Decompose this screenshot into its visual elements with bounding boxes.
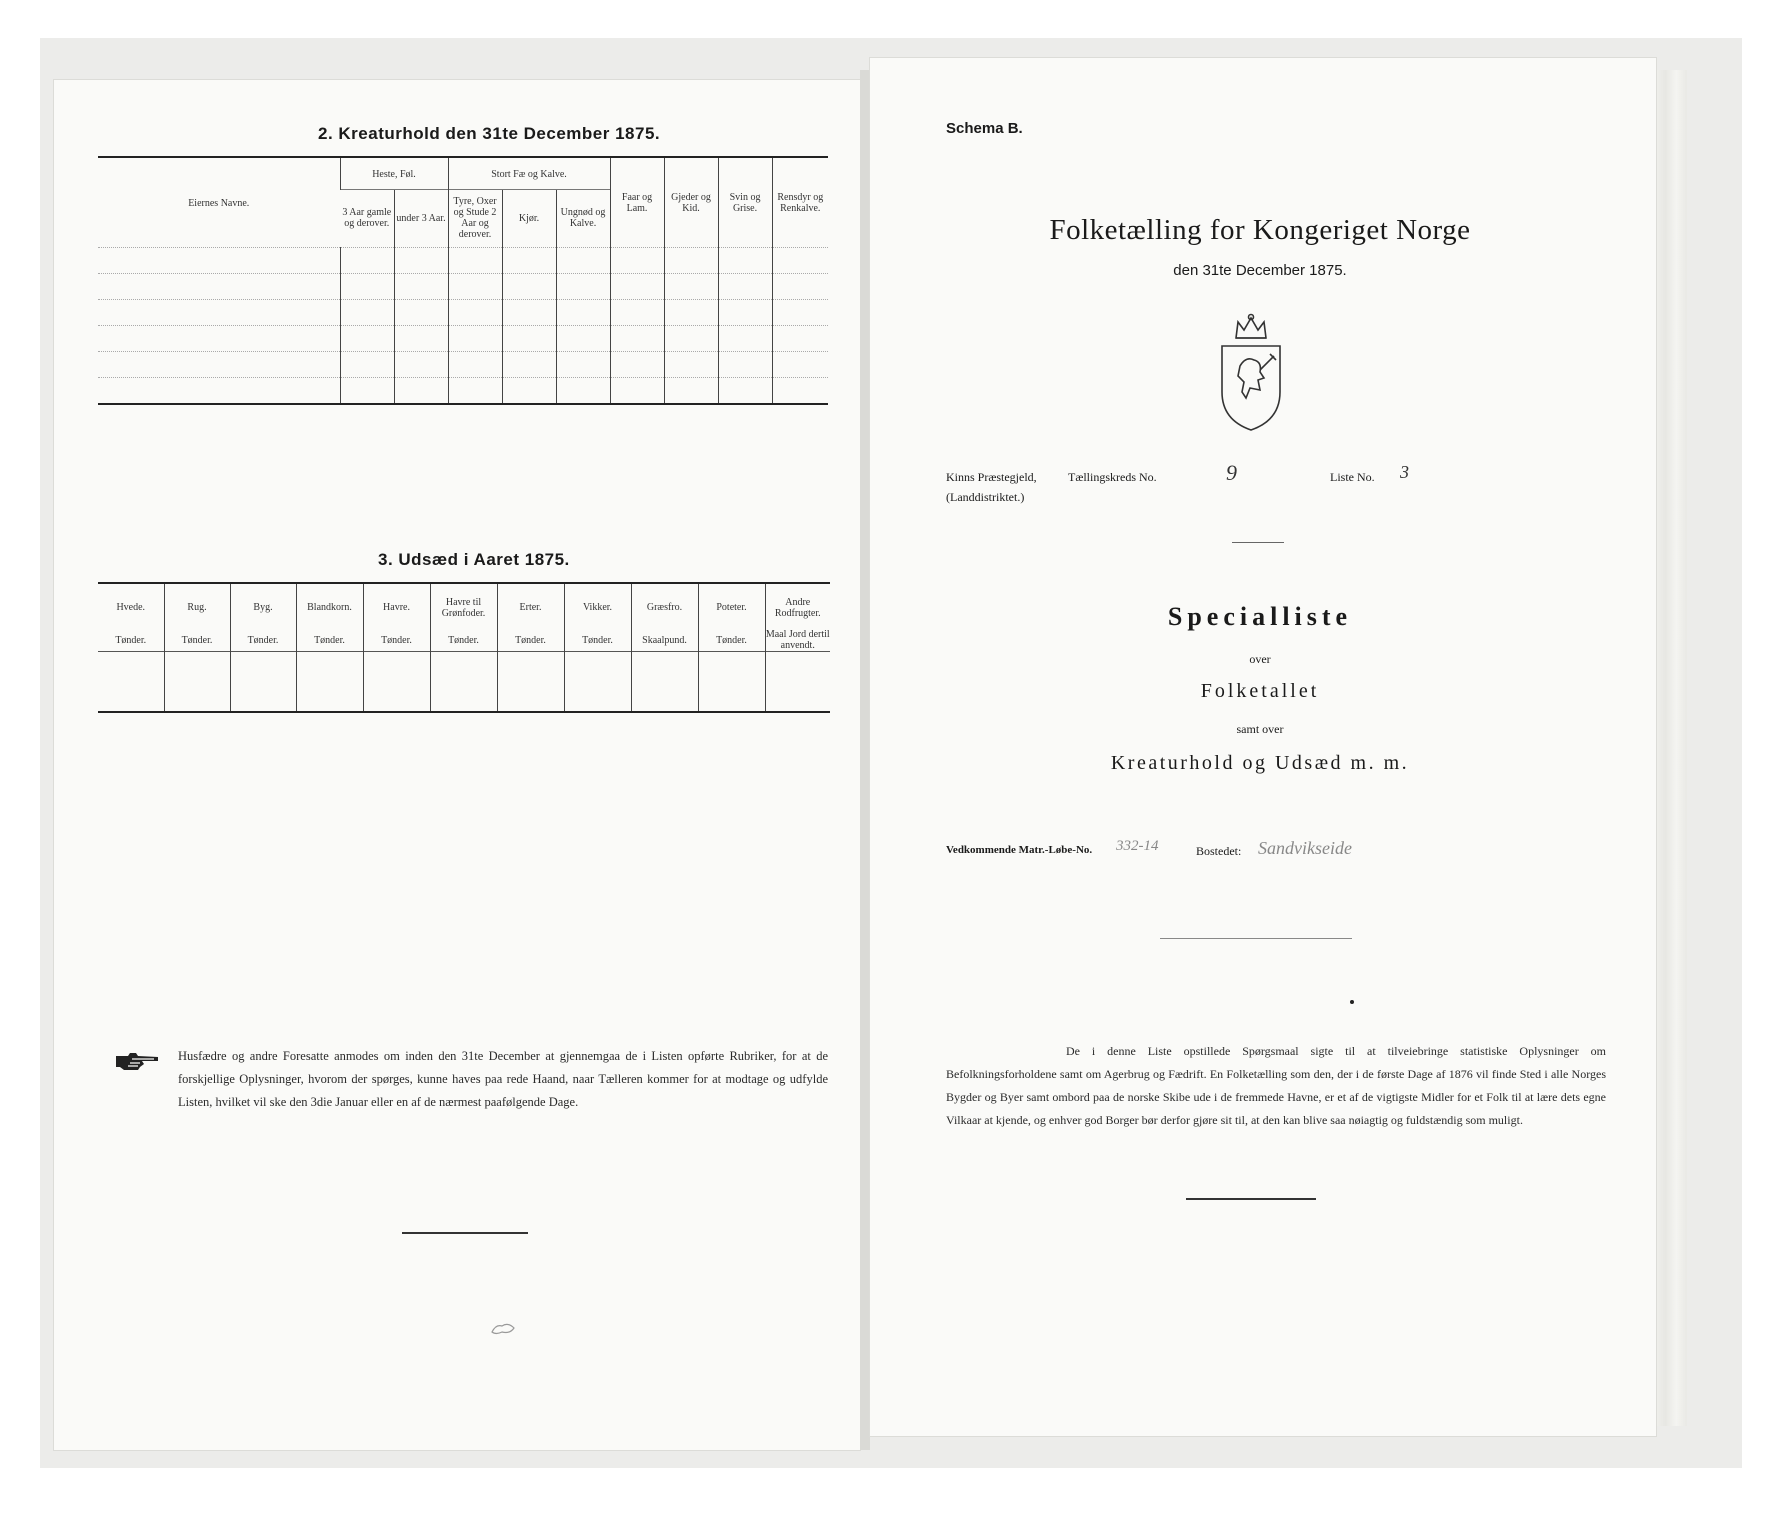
col-sheep: Faar og Lam.: [610, 157, 664, 247]
parish-label: Kinns Præstegjeld,: [946, 470, 1037, 484]
footnote-text: De i denne Liste opstillede Spørgsmaal sigte til at tilveiebringe statistiske Oplysninger om Befolkningsforholdene samt om Agerbrug og Fædrift. En Folketælling som den, der i de første Dage af 1876 vil finde Sted i alle Norges Bygder og Byer samt ombord paa de norske Skibe ude i de fremmede Havne, er et af de vigtigste Midler for et Folk til at lære dets egne Vilkaar at kjende, og enhver god Borger bør derfor gjøre sit til, at den kan blive saa nøiagtig og fuldstændig som muligt.: [946, 1044, 1606, 1127]
stamp-mark-icon: [490, 1320, 516, 1336]
over-text: over: [1249, 652, 1271, 666]
sowing-table: [98, 582, 830, 713]
unit-label: Tønder.: [363, 629, 430, 652]
specialliste-title: Specialliste: [1167, 602, 1353, 631]
pointing-hand-icon: [114, 1050, 160, 1072]
bosted-value: Sandvikseide: [1258, 838, 1352, 858]
table-row: [98, 325, 828, 351]
col-cattle: Stort Fæ og Kalve.: [448, 157, 610, 189]
table-row: [98, 299, 828, 325]
col-cattle-bulls: Tyre, Oxer og Stude 2 Aar og derover.: [448, 189, 502, 247]
col-havre-gronfoder: Havre til Grønfoder.: [430, 583, 497, 629]
table-row: [98, 652, 830, 712]
bosted-label: Bostedet:: [1196, 844, 1242, 858]
divider-rule: [1160, 938, 1352, 939]
schema-label: Schema B.: [946, 120, 1023, 137]
col-owner-names: Eiernes Navne.: [98, 157, 340, 247]
divider-rule: [402, 1232, 528, 1234]
unit-label: Tønder.: [497, 629, 564, 652]
col-havre: Havre.: [363, 583, 430, 629]
col-cattle-cows: Kjør.: [502, 189, 556, 247]
unit-label: Tønder.: [164, 629, 230, 652]
notice-text: Husfædre og andre Foresatte anmodes om inden den 31te December at gjennemgaa de i Listen opførte Rubriker, for at de forskjellige Oplysninger, hvorom der spørges, kunne haves paa rede Haand, naar Tælleren kommer for at modtage og udfylde Listen, hvilket vil ske den 3die Januar eller en af de nærmest paafølgende Dage.: [178, 1049, 828, 1109]
circuit-number: 9: [1226, 460, 1237, 485]
col-blandkorn: Blandkorn.: [296, 583, 363, 629]
col-vikker: Vikker.: [564, 583, 631, 629]
census-date: den 31te December 1875.: [1173, 262, 1347, 279]
col-goats: Gjeder og Kid.: [664, 157, 718, 247]
book-gutter: [860, 70, 870, 1450]
unit-label: Skaalpund.: [631, 629, 698, 652]
matr-label: Vedkommende Matr.-Løbe-No.: [946, 844, 1093, 856]
col-graesfro: Græsfro.: [631, 583, 698, 629]
col-reindeer: Rensdyr og Renkalve.: [772, 157, 828, 247]
unit-label: Tønder.: [230, 629, 296, 652]
col-horses-young: under 3 Aar.: [394, 189, 448, 247]
divider-rule: [1186, 1198, 1316, 1200]
section-2-title: 2. Kreaturhold den 31te December 1875.: [318, 124, 661, 143]
unit-label: Tønder.: [115, 634, 147, 646]
matr-value: 332-14: [1116, 838, 1159, 854]
circuit-label: Tællingskreds No.: [1068, 470, 1157, 484]
list-number: 3: [1400, 462, 1409, 482]
unit-label: Tønder.: [698, 629, 765, 652]
section-3-title: 3. Udsæd i Aaret 1875.: [378, 550, 570, 569]
table-row: [98, 351, 828, 377]
ink-dot: [1350, 1000, 1354, 1004]
col-andre-rodfrugter: Andre Rodfrugter.: [765, 583, 830, 629]
unit-label: Maal Jord dertil anvendt.: [765, 629, 830, 651]
col-erter: Erter.: [497, 583, 564, 629]
table-row: [98, 247, 828, 273]
col-horses-adult: 3 Aar gamle og derover.: [340, 189, 394, 247]
list-label: Liste No.: [1330, 470, 1375, 484]
col-rug: Rug.: [164, 583, 230, 629]
table-row: [98, 273, 828, 299]
table-row: [98, 377, 828, 404]
col-poteter: Poteter.: [698, 583, 765, 629]
samt-over-text: samt over: [1236, 722, 1284, 736]
district-label: (Landdistriktet.): [946, 490, 1025, 504]
col-pigs: Svin og Grise.: [718, 157, 772, 247]
coat-of-arms-icon: [1216, 312, 1286, 434]
folketallet-text: Folketallet: [1200, 680, 1320, 702]
col-horses: Heste, Føl.: [340, 157, 448, 189]
col-byg: Byg.: [230, 583, 296, 629]
main-title: Folketælling for Kongeriget Norge: [1049, 214, 1471, 246]
unit-label: Tønder.: [296, 629, 363, 652]
unit-label: Tønder.: [564, 629, 631, 652]
kreaturhold-text: Kreaturhold og Udsæd m. m.: [1110, 752, 1410, 774]
col-cattle-young: Ungnød og Kalve.: [556, 189, 610, 247]
livestock-table: [98, 156, 828, 405]
divider-rule: [1232, 542, 1284, 543]
unit-label: Tønder.: [430, 629, 497, 652]
col-hvede: Hvede.: [98, 583, 164, 629]
